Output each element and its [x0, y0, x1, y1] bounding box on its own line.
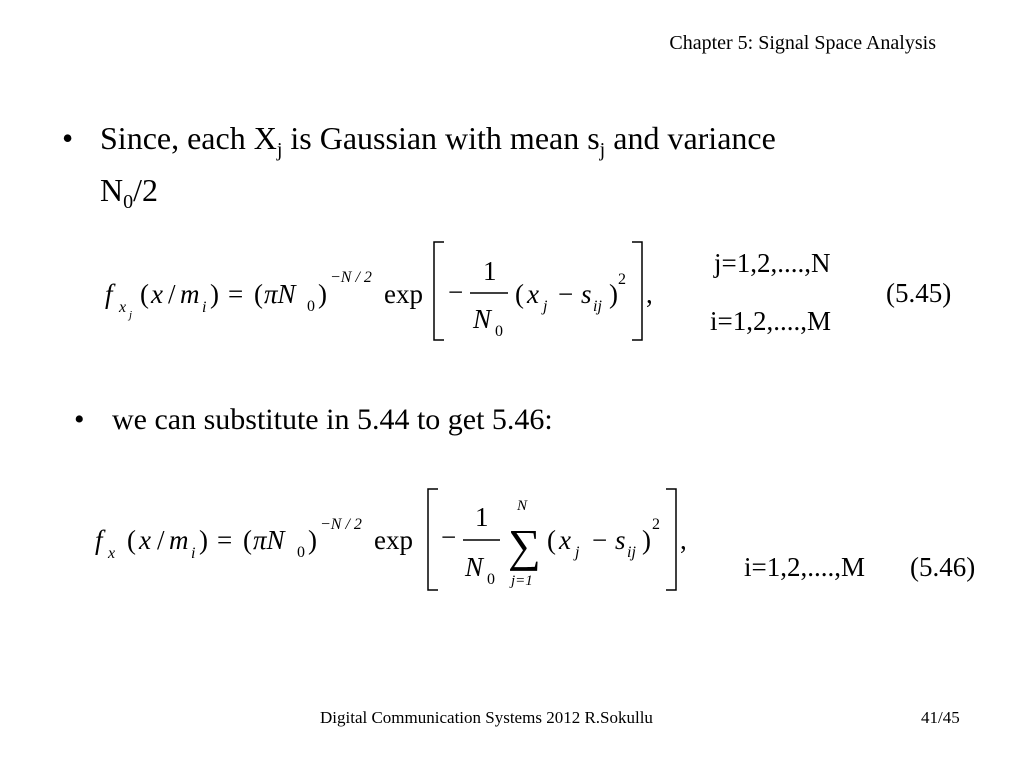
slide-header: Chapter 5: Signal Space Analysis	[669, 32, 936, 54]
svg-text:m: m	[180, 279, 200, 309]
svg-text:πN: πN	[264, 279, 296, 309]
svg-text:f: f	[105, 279, 113, 309]
svg-text:/: /	[168, 279, 176, 309]
svg-text:j: j	[543, 298, 548, 315]
bullet-dot: •	[74, 403, 85, 436]
svg-text:j: j	[129, 309, 133, 321]
svg-text:−N / 2: −N / 2	[320, 516, 362, 533]
svg-text:(: (	[254, 279, 263, 309]
svg-text:2: 2	[618, 271, 626, 288]
svg-text:−N / 2: −N / 2	[330, 269, 372, 286]
svg-text:x: x	[119, 299, 127, 316]
eq546-label: (5.46)	[910, 552, 976, 582]
svg-text:(: (	[127, 525, 136, 555]
svg-text:exp: exp	[384, 279, 423, 309]
svg-text:x: x	[559, 525, 571, 555]
svg-text:N: N	[473, 304, 492, 334]
svg-text:N: N	[465, 552, 484, 582]
svg-text:x: x	[527, 279, 539, 309]
svg-text:(: (	[547, 525, 556, 555]
svg-text:0: 0	[307, 298, 315, 315]
svg-text:x: x	[139, 525, 151, 555]
svg-text:x: x	[151, 279, 163, 309]
eq546-range-i: i=1,2,....,M	[744, 552, 865, 582]
svg-text:): )	[318, 279, 327, 309]
svg-text:f: f	[95, 525, 103, 555]
svg-text:): )	[642, 525, 651, 555]
svg-text:i: i	[191, 545, 196, 562]
footer-course: Digital Communication Systems 2012 R.Sokullu	[320, 708, 653, 727]
svg-text:): )	[199, 525, 208, 555]
svg-text:exp: exp	[374, 525, 413, 555]
bullet-substitute: • we can substitute in 5.44 to get 5.46:	[74, 400, 974, 440]
footer-page-number: 41/45	[921, 708, 960, 727]
svg-text:): )	[308, 525, 317, 555]
svg-text:(: (	[140, 279, 149, 309]
svg-text:i: i	[202, 299, 207, 316]
svg-text:0: 0	[487, 571, 495, 588]
eq545-range-j: j=1,2,....,N	[714, 248, 831, 278]
svg-text:−: −	[441, 522, 457, 552]
svg-text:−: −	[558, 279, 574, 309]
svg-text:s: s	[581, 279, 592, 309]
eq545-range-i: i=1,2,....,M	[710, 306, 831, 336]
svg-text:/: /	[157, 525, 165, 555]
equation-5-45	[105, 242, 653, 340]
svg-text:N: N	[517, 498, 528, 514]
eq545-label: (5.45)	[886, 278, 952, 308]
svg-text:(: (	[515, 279, 524, 309]
svg-text:(: (	[243, 525, 252, 555]
svg-text:): )	[609, 279, 618, 309]
bullet-gaussian: • Since, each $X_j$ is Gaussian with mean $s_j$ and variance $N_0/2$	[62, 120, 776, 213]
svg-text:ij: ij	[593, 298, 602, 315]
svg-text:−: −	[448, 277, 464, 307]
svg-text:2: 2	[652, 516, 660, 533]
svg-text:,: ,	[646, 279, 653, 309]
equation-5-46	[95, 489, 687, 590]
svg-text:πN: πN	[253, 525, 285, 555]
svg-text:∑: ∑	[508, 520, 541, 571]
svg-text:ij: ij	[627, 544, 636, 561]
svg-text:0: 0	[297, 544, 305, 561]
bullet-dot: •	[62, 120, 74, 156]
svg-text:=: =	[217, 525, 233, 555]
svg-text:0: 0	[495, 323, 503, 340]
svg-text:−: −	[592, 525, 608, 555]
svg-text:s: s	[615, 525, 626, 555]
svg-text:x: x	[108, 545, 116, 562]
svg-text:,: ,	[680, 525, 687, 555]
svg-text:m: m	[169, 525, 189, 555]
svg-text:): )	[210, 279, 219, 309]
svg-text:j: j	[575, 544, 580, 561]
svg-text:j=1: j=1	[511, 573, 533, 589]
svg-text:1: 1	[475, 502, 489, 532]
svg-text:1: 1	[483, 256, 497, 286]
svg-text:=: =	[228, 279, 244, 309]
